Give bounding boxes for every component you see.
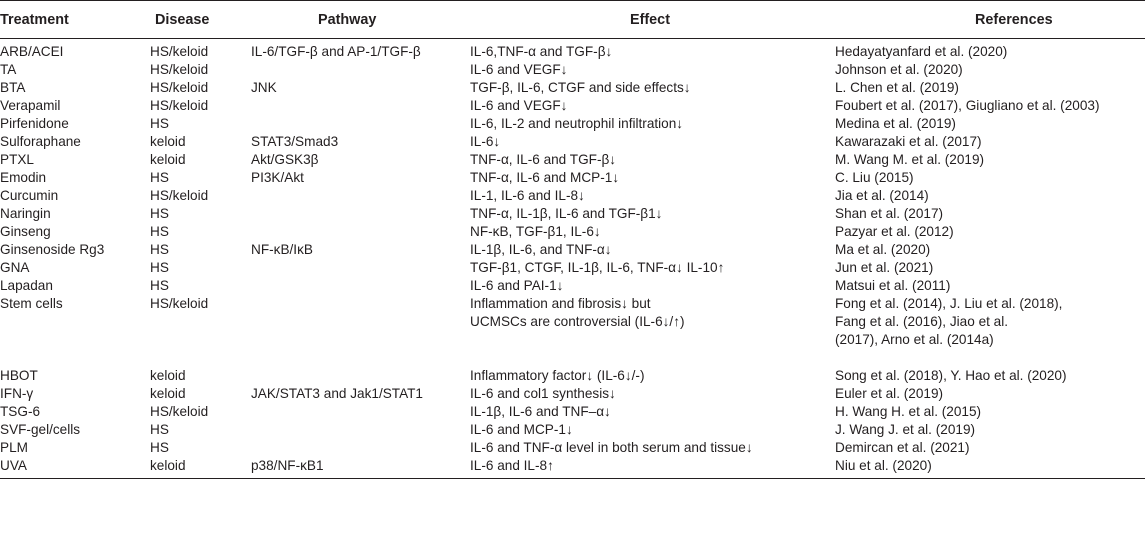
cell-treatment: Ginseng — [0, 224, 51, 239]
cell-effect — [470, 385, 835, 403]
cell-references-line: M. Wang M. et al. (2019) — [835, 152, 985, 167]
cell-references — [835, 241, 1145, 259]
cell-pathway: STAT3/Smad3 — [251, 134, 339, 149]
cell-references-line: J. Wang J. et al. (2019) — [835, 422, 976, 437]
cell-effect-line: IL-1, IL-6 and IL-8↓ — [470, 188, 585, 203]
cell-effect-line: TGF-β, IL-6, CTGF and side effects↓ — [470, 80, 691, 95]
cell-pathway — [251, 187, 470, 205]
table-row — [0, 277, 1145, 295]
cell-disease: HS — [150, 170, 169, 185]
cell-treatment: TA — [0, 62, 17, 77]
cell-references — [835, 385, 1145, 403]
cell-effect — [470, 151, 835, 169]
cell-references-line: Matsui et al. (2011) — [835, 278, 951, 293]
cell-references — [835, 439, 1145, 457]
cell-pathway — [251, 295, 470, 367]
cell-effect-line: IL-6↓ — [470, 134, 501, 149]
cell-references — [835, 61, 1145, 79]
cell-pathway — [251, 205, 470, 223]
cell-treatment: GNA — [0, 260, 30, 275]
cell-references-line: Pazyar et al. (2012) — [835, 224, 954, 239]
cell-effect-line: Inflammatory factor↓ (IL-6↓/-) — [470, 368, 645, 383]
cell-treatment: PLM — [0, 440, 28, 455]
cell-effect-line: IL-6 and VEGF↓ — [470, 98, 568, 113]
cell-disease: keloid — [150, 134, 186, 149]
cell-references-line: Foubert et al. (2017), Giugliano et al. (2003) — [835, 98, 1100, 113]
cell-pathway — [251, 115, 470, 133]
header-disease: Disease — [150, 1, 251, 39]
cell-references — [835, 151, 1145, 169]
cell-pathway: PI3K/Akt — [251, 170, 304, 185]
table-row — [0, 187, 1145, 205]
cell-references-line: Kawarazaki et al. (2017) — [835, 134, 982, 149]
cell-effect — [470, 295, 835, 367]
cell-effect — [470, 223, 835, 241]
cell-references — [835, 259, 1145, 277]
header-pathway: Pathway — [251, 1, 470, 39]
cell-treatment: Ginsenoside Rg3 — [0, 242, 105, 257]
cell-disease: HS — [150, 422, 169, 437]
cell-pathway — [251, 403, 470, 421]
cell-treatment: Emodin — [0, 170, 47, 185]
table-row — [0, 79, 1145, 97]
cell-effect-line: TNF-α, IL-6 and MCP-1↓ — [470, 170, 620, 185]
cell-references — [835, 39, 1145, 62]
cell-treatment: Pirfenidone — [0, 116, 69, 131]
cell-disease: HS — [150, 260, 169, 275]
cell-references-line: C. Liu (2015) — [835, 170, 914, 185]
table-row — [0, 403, 1145, 421]
cell-disease: keloid — [150, 386, 186, 401]
cell-effect — [470, 259, 835, 277]
table-row — [0, 97, 1145, 115]
header-treatment: Treatment — [0, 1, 150, 39]
cell-references-line: (2017), Arno et al. (2014a) — [835, 332, 994, 347]
cell-effect-line: IL-6, IL-2 and neutrophil infiltration↓ — [470, 116, 684, 131]
table-row — [0, 367, 1145, 385]
cell-treatment: Lapadan — [0, 278, 53, 293]
table-row — [0, 439, 1145, 457]
cell-disease: keloid — [150, 152, 186, 167]
cell-references-line — [835, 349, 1145, 367]
cell-references — [835, 133, 1145, 151]
cell-references — [835, 205, 1145, 223]
cell-treatment: Sulforaphane — [0, 134, 81, 149]
cell-pathway — [251, 439, 470, 457]
cell-pathway — [251, 259, 470, 277]
cell-effect — [470, 133, 835, 151]
cell-references — [835, 187, 1145, 205]
cell-effect-line: IL-6 and col1 synthesis↓ — [470, 386, 616, 401]
table-row — [0, 241, 1145, 259]
cell-references-line: Hedayatyanfard et al. (2020) — [835, 44, 1008, 59]
cell-references-line: L. Chen et al. (2019) — [835, 80, 959, 95]
cell-effect — [470, 61, 835, 79]
cell-effect-line: IL-6 and MCP-1↓ — [470, 422, 573, 437]
cell-treatment: SVF-gel/cells — [0, 422, 81, 437]
cell-references — [835, 115, 1145, 133]
cell-pathway: JNK — [251, 80, 277, 95]
cell-references — [835, 277, 1145, 295]
table-row — [0, 421, 1145, 439]
cell-treatment: ARB/ACEI — [0, 44, 64, 59]
cell-pathway — [251, 223, 470, 241]
cell-effect-line: IL-6,TNF-α and TGF-β↓ — [470, 44, 613, 59]
cell-pathway: IL-6/TGF-β and AP-1/TGF-β — [251, 44, 421, 59]
table-row — [0, 169, 1145, 187]
cell-effect — [470, 457, 835, 479]
cell-references — [835, 421, 1145, 439]
cell-references-line: Niu et al. (2020) — [835, 458, 932, 473]
cell-disease: HS — [150, 242, 169, 257]
cell-effect-line: IL-1β, IL-6 and TNF–α↓ — [470, 404, 611, 419]
cell-effect-line: IL-6 and PAI-1↓ — [470, 278, 564, 293]
cell-effect — [470, 187, 835, 205]
cell-pathway — [251, 97, 470, 115]
table-row — [0, 115, 1145, 133]
cell-disease: HS/keloid — [150, 80, 209, 95]
cell-disease: HS — [150, 440, 169, 455]
header-row — [0, 1, 1145, 39]
table-row — [0, 205, 1145, 223]
cell-effect-line: NF-κB, TGF-β1, IL-6↓ — [470, 224, 601, 239]
cell-references-line: Ma et al. (2020) — [835, 242, 931, 257]
cell-effect-line: TNF-α, IL-6 and TGF-β↓ — [470, 152, 617, 167]
cell-references-line: Shan et al. (2017) — [835, 206, 944, 221]
cell-references — [835, 79, 1145, 97]
cell-disease: HS/keloid — [150, 98, 209, 113]
cell-effect — [470, 97, 835, 115]
header-references: References — [835, 1, 1145, 39]
cell-references-line: Johnson et al. (2020) — [835, 62, 963, 77]
cell-references — [835, 367, 1145, 385]
cell-references — [835, 403, 1145, 421]
cell-pathway: JAK/STAT3 and Jak1/STAT1 — [251, 386, 423, 401]
cell-effect-line — [470, 331, 835, 349]
cell-disease: keloid — [150, 457, 251, 479]
cell-references — [835, 97, 1145, 115]
cell-treatment: HBOT — [0, 368, 38, 383]
cell-effect — [470, 241, 835, 259]
cell-treatment: Stem cells — [0, 296, 63, 311]
table-row — [0, 61, 1145, 79]
cell-disease: HS/keloid — [150, 296, 209, 311]
cell-pathway: Akt/GSK3β — [251, 152, 319, 167]
cell-references-line: Fong et al. (2014), J. Liu et al. (2018), — [835, 296, 1063, 311]
cell-effect — [470, 421, 835, 439]
table-row — [0, 223, 1145, 241]
cell-references-line: Euler et al. (2019) — [835, 386, 944, 401]
table-row — [0, 39, 1145, 62]
cell-disease: HS — [150, 116, 169, 131]
cell-disease: HS — [150, 206, 169, 221]
cell-pathway: p38/NF-κB1 — [251, 457, 470, 479]
cell-references-line: Fang et al. (2016), Jiao et al. — [835, 314, 1009, 329]
cell-effect — [470, 439, 835, 457]
cell-effect-line: IL-6 and IL-8↑ — [470, 458, 554, 473]
cell-references — [835, 457, 1145, 479]
cell-effect — [470, 367, 835, 385]
cell-disease: HS/keloid — [150, 404, 209, 419]
cell-references-line: Demircan et al. (2021) — [835, 440, 970, 455]
cell-disease: HS/keloid — [150, 188, 209, 203]
cell-effect — [470, 115, 835, 133]
cell-pathway — [251, 61, 470, 79]
cell-effect — [470, 169, 835, 187]
cell-treatment: Naringin — [0, 206, 51, 221]
cell-effect-line: TNF-α, IL-1β, IL-6 and TGF-β1↓ — [470, 206, 663, 221]
cell-pathway — [251, 277, 470, 295]
cell-effect-line: IL-1β, IL-6, and TNF-α↓ — [470, 242, 612, 257]
cell-disease: keloid — [150, 368, 186, 383]
table-body — [0, 39, 1145, 479]
table-row — [0, 133, 1145, 151]
cell-treatment: TSG-6 — [0, 404, 41, 419]
cell-effect-line: TGF-β1, CTGF, IL-1β, IL-6, TNF-α↓ IL-10↑ — [470, 260, 725, 275]
cell-references-line: Jia et al. (2014) — [835, 188, 929, 203]
cell-references-line: Jun et al. (2021) — [835, 260, 934, 275]
cell-treatment: Verapamil — [0, 98, 61, 113]
header-effect: Effect — [470, 1, 835, 39]
cell-references-line: H. Wang H. et al. (2015) — [835, 404, 982, 419]
table-row — [0, 457, 1145, 479]
cell-references — [835, 295, 1145, 367]
cell-pathway — [251, 421, 470, 439]
table-header — [0, 1, 1145, 39]
cell-treatment: IFN-γ — [0, 386, 34, 401]
cell-effect-line: UCMSCs are controversial (IL-6↓/↑) — [470, 314, 685, 329]
cell-effect — [470, 39, 835, 62]
cell-treatment: BTA — [0, 80, 26, 95]
cell-references — [835, 223, 1145, 241]
cell-treatment: Curcumin — [0, 188, 59, 203]
cell-pathway — [251, 367, 470, 385]
cell-disease: HS/keloid — [150, 44, 209, 59]
cell-treatment: PTXL — [0, 152, 34, 167]
cell-effect — [470, 277, 835, 295]
cell-effect — [470, 205, 835, 223]
cell-disease: HS — [150, 278, 169, 293]
cell-effect-line: IL-6 and TNF-α level in both serum and tissue↓ — [470, 440, 753, 455]
cell-disease: HS — [150, 224, 169, 239]
cell-effect — [470, 79, 835, 97]
cell-references-line: Medina et al. (2019) — [835, 116, 956, 131]
cell-references-line: Song et al. (2018), Y. Hao et al. (2020) — [835, 368, 1067, 383]
cell-treatment: UVA — [0, 457, 150, 479]
cell-effect-line: Inflammation and fibrosis↓ but — [470, 296, 651, 311]
table-row — [0, 151, 1145, 169]
cell-references — [835, 169, 1145, 187]
table-row — [0, 385, 1145, 403]
cell-effect-line: IL-6 and VEGF↓ — [470, 62, 568, 77]
cell-pathway: NF-κB/IκB — [251, 242, 313, 257]
table-row — [0, 295, 1145, 367]
table-row — [0, 259, 1145, 277]
cell-disease: HS/keloid — [150, 62, 209, 77]
cell-effect — [470, 403, 835, 421]
cell-effect-line — [470, 349, 835, 367]
